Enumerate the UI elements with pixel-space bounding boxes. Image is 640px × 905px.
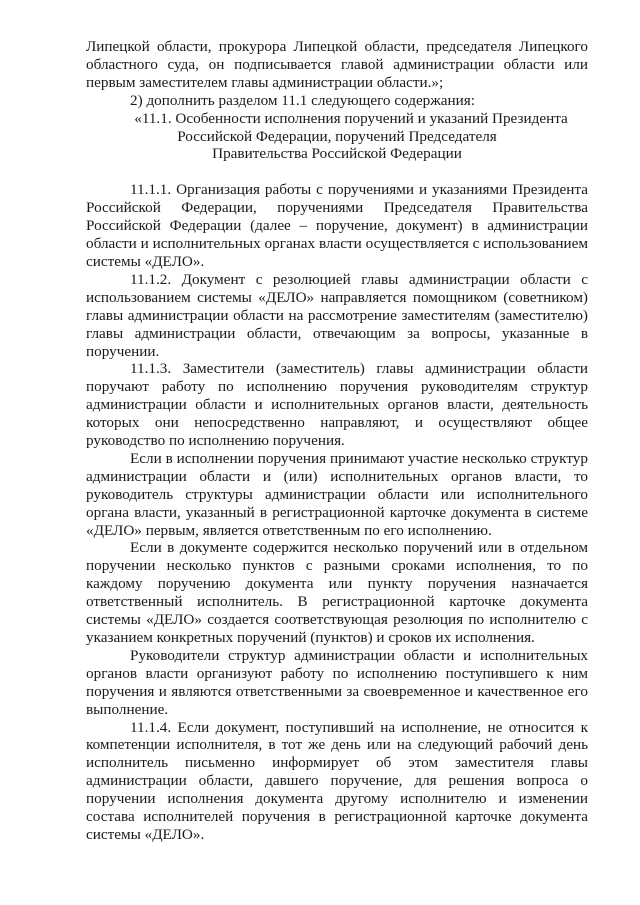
amendment-item-2: 2) дополнить разделом 11.1 следующего содержания: xyxy=(130,91,475,109)
paragraph-11-1-1: 11.1.1. Организация работы с поручениями и указаниями Президента Российской Федерации, поручениями Председателя Правительства Российской Федерации (далее – поручение, документ) в администрации области и исполнительных органах власти осуществляется с использованием системы «ДЕЛО». xyxy=(86,181,588,270)
paragraph-11-1-2: 11.1.2. Документ с резолюцией главы администрации области с использованием системы «ДЕЛО» направляется помощником (советником) главы администрации области на рассмотрение заместителям (заместителю) главы администрации области, отвечающим за вопросы, указанные в поручении. xyxy=(86,270,588,360)
section-heading-line-3: Правительства Российской Федерации xyxy=(212,145,462,163)
section-heading-line-1: «11.1. Особенности исполнения поручений и указаний Президента xyxy=(134,109,568,127)
document-page xyxy=(86,38,588,844)
spacer xyxy=(86,163,588,181)
section-heading-line-2: Российской Федерации, поручений Председателя xyxy=(177,127,497,145)
paragraph-multiple-structures: Если в исполнении поручения принимают участие несколько структур администрации области и (или) исполнительных органов власти, то руководитель структуры администрации области или исполнительного органа власти, указанный в регистрационной карточке документа в системе «ДЕЛО» первым, является ответственным по его исполнению. xyxy=(86,449,588,539)
paragraph-11-1-3: 11.1.3. Заместители (заместитель) главы администрации области поручают работу по исполнению поручения руководителям структур администрации области и исполнительных органов власти, деятельность которых они непосредственно направляют, и осуществляют общее руководство по исполнению поручения. xyxy=(86,360,588,450)
continuation-text: Липецкой области, прокурора Липецкой области, председателя Липецкого областного суда, он подписывается главой администрации области или первым заместителем главы администрации области.»; xyxy=(86,38,588,91)
paragraph-heads-responsibility: Руководители структур администрации области и исполнительных органов власти организуют работу по исполнению поступившего к ним поручения и являются ответственными за своевременное и качественное его выполнение. xyxy=(86,646,588,718)
section-heading xyxy=(86,110,588,164)
paragraph-11-1-4: 11.1.4. Если документ, поступивший на исполнение, не относится к компетенции исполнителя, в тот же день или на следующий рабочий день исполнитель письменно информирует об этом заместителя главы администрации области, давшего поручение, для решения вопроса о поручении исполнения документа другому исполнителю и изменении состава исполнителей поручения в регистрационной карточке документа системы «ДЕЛО». xyxy=(86,718,588,843)
paragraph-multiple-items: Если в документе содержится несколько поручений или в отдельном поручении несколько пунктов с разными сроками исполнения, то по каждому поручению документа или пункту поручения назначается ответственный исполнитель. В регистрационной карточке документа системы «ДЕЛО» создается соответствующая резолюция по исполнителю с указанием конкретных поручений (пунктов) и сроков их исполнения. xyxy=(86,539,588,646)
